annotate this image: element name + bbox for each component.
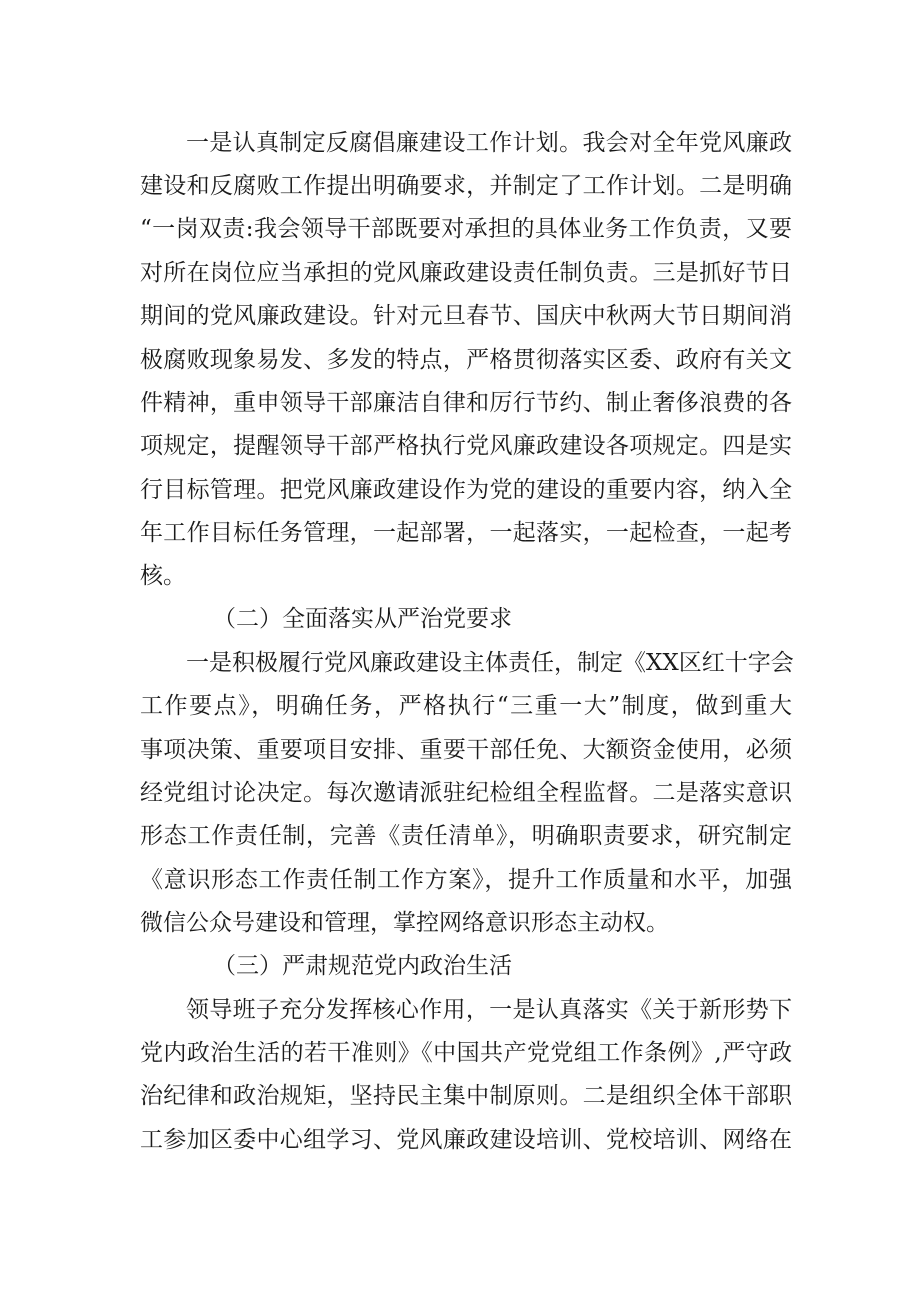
section-heading-3: （三）严肃规范党内政治生活 [213, 953, 512, 979]
section-heading-2: （二）全面落实从严治党要求 [213, 606, 512, 632]
paragraph-1-line-4: 对所在岗位应当承担的党风廉政建设责任制负责。三是抓好节日 [140, 260, 792, 286]
paragraph-2-line-7: 微信公众号建设和管理，掌控网络意识形态主动权。 [140, 910, 669, 936]
paragraph-1-line-2: 建设和反腐败工作提出明确要求，并制定了工作计划。二是明确 [140, 173, 792, 199]
paragraph-2-line-4: 经党组讨论决定。每次邀请派驻纪检组全程监督。二是落实意识 [140, 780, 792, 806]
paragraph-1-line-10: 年工作目标任务管理，一起部署，一起落实，一起检查，一起考 [140, 520, 792, 546]
paragraph-2-line-2: 工作要点》，明确任务，严格执行“三重一大”制度，做到重大 [140, 693, 792, 719]
paragraph-2-line-1: 一是积极履行党风廉政建设主体责任，制定《XX区红十字会 [186, 650, 794, 676]
paragraph-1-line-3: “一岗双责:我会领导干部既要对承担的具体业务工作负责，又要 [140, 216, 792, 242]
paragraph-3-line-1: 领导班子充分发挥核心作用，一是认真落实《关于新形势下 [186, 997, 792, 1023]
paragraph-3-line-4: 工参加区委中心组学习、党风廉政建设培训、党校培训、网络在 [140, 1127, 792, 1153]
paragraph-2-line-5: 形态工作责任制，完善《责任清单》，明确职责要求，研究制定 [140, 823, 792, 849]
paragraph-3-line-3: 治纪律和政治规矩，坚持民主集中制原则。二是组织全体干部职 [140, 1083, 792, 1109]
paragraph-1-line-8: 项规定，提醒领导干部严格执行党风廉政建设各项规定。四是实 [140, 433, 792, 459]
paragraph-1-line-1: 一是认真制定反腐倡廉建设工作计划。我会对全年党风廉政 [186, 130, 792, 156]
paragraph-1-line-9: 行目标管理。把党风廉政建设作为党的建设的重要内容，纳入全 [140, 477, 792, 503]
paragraph-1-line-5: 期间的党风廉政建设。针对元旦春节、国庆中秋两大节日期间消 [140, 303, 792, 329]
paragraph-2-line-3: 事项决策、重要项目安排、重要干部任免、大额资金使用，必须 [140, 737, 792, 763]
paragraph-1-line-6: 极腐败现象易发、多发的特点，严格贯彻落实区委、政府有关文 [140, 347, 792, 373]
paragraph-2-line-6: 《意识形态工作责任制工作方案》，提升工作质量和水平，加强 [140, 867, 792, 893]
paragraph-1-line-7: 件精神，重申领导干部廉洁自律和厉行节约、制止奢侈浪费的各 [140, 390, 792, 416]
paragraph-1-line-11: 核。 [140, 563, 186, 589]
paragraph-3-line-2: 党内政治生活的若干准则》《中国共产党党组工作条例》,严守政 [140, 1040, 792, 1066]
